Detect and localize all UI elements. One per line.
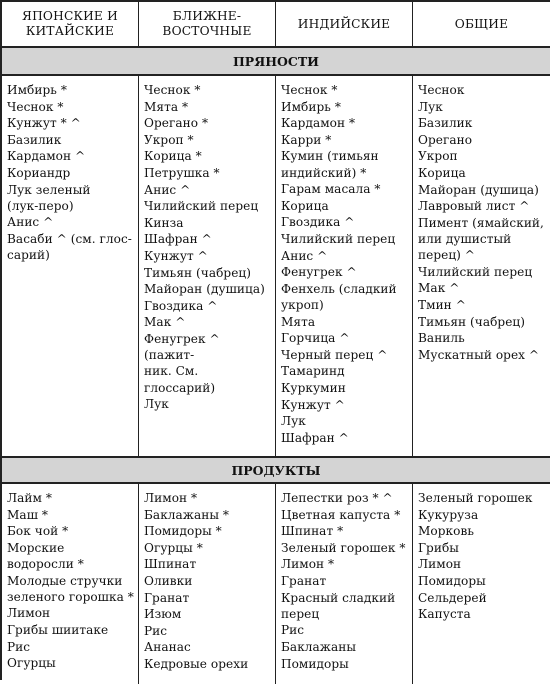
list-item: Лавровый лист ^: [418, 199, 530, 214]
list-item: Майоран (душица): [144, 282, 265, 297]
list-item: Чилийский перец: [144, 199, 259, 214]
list-item: Имбирь *: [281, 99, 341, 114]
list-item: Кунжут * ^: [7, 116, 81, 131]
list-item: Корица: [281, 198, 329, 213]
list-item: Мак ^: [144, 315, 186, 330]
list-item: Петрушка *: [144, 165, 220, 180]
list-item: Карри *: [281, 132, 332, 147]
header-indian: ИНДИЙСКИЕ: [276, 2, 413, 46]
list-item: Базилик: [7, 132, 62, 147]
list-item: Анис ^: [281, 248, 328, 263]
list-item: Помидоры *: [144, 524, 222, 539]
list-item: Морковь: [418, 524, 474, 539]
list-item: Кардамон *: [281, 116, 356, 131]
list-item: Гвоздика ^: [281, 215, 355, 230]
products-row: [2, 484, 550, 684]
list-item: Капуста: [418, 607, 471, 622]
list-item: Лепестки роз * ^: [281, 491, 393, 505]
list-item: Пимент (ямайский, или душистый перец) ^: [418, 215, 544, 263]
column-japanese-chinese: [2, 484, 139, 684]
list-item: Шафран ^: [144, 232, 212, 247]
column-common: [413, 484, 550, 684]
list-item: Помидоры: [418, 573, 486, 588]
list-item: Лимон *: [281, 557, 335, 572]
list-item: Шпинат *: [281, 524, 344, 539]
list-item: Зеленый горошек: [418, 491, 533, 505]
list-item: Грибы шиитаке: [7, 622, 109, 637]
list-item: Кедровые орехи: [144, 656, 249, 671]
list-item: Куркумин: [281, 380, 346, 395]
list-item: Цветная капуста *: [281, 507, 401, 522]
list-item: Чеснок: [418, 83, 465, 97]
list-item: Чеснок *: [281, 83, 338, 97]
list-item: Лимон: [418, 557, 462, 572]
list-item: Имбирь *: [7, 83, 67, 97]
list-item: Кориандр: [7, 165, 71, 180]
list-item: Бок чой *: [7, 524, 69, 539]
list-item: Тимьян (чабрец): [418, 314, 526, 329]
list-item: Шпинат: [144, 557, 197, 572]
list-item: Базилик: [418, 116, 473, 131]
list-item: Морские водоросли *: [7, 540, 84, 571]
column-common: [413, 76, 550, 456]
column-indian: [276, 76, 413, 456]
list-item: Фенугрек ^: [281, 265, 357, 280]
column-japanese-chinese: [2, 76, 139, 456]
list-item: Кунжут ^: [144, 248, 208, 263]
list-item: Лук: [418, 99, 443, 114]
list-item: Фенугрек ^ (пажит- ник. См. глоссарий): [144, 331, 220, 395]
list-item: Зеленый горошек *: [281, 540, 406, 555]
list-item: Тамаринд: [281, 364, 345, 379]
column-middle-eastern: [139, 484, 276, 684]
header-common: ОБЩИЕ: [454, 16, 509, 31]
list-item: Чилийский перец: [281, 231, 396, 246]
list-item: Укроп *: [144, 132, 194, 147]
list-item: Фенхель (сладкий укроп): [281, 281, 397, 312]
list-item: Тимьян (чабрец): [144, 265, 252, 280]
list-item: Красный сладкий перец: [281, 590, 396, 621]
header-middle-eastern: БЛИЖНЕ- ВОСТОЧНЫЕ: [139, 2, 276, 46]
list-item: Помидоры: [281, 656, 349, 671]
list-item: Молодые стручки зеленого горошка *: [7, 573, 134, 604]
list-item: Баклажаны *: [144, 507, 230, 522]
list-item: Кумин (тимьян индийский) *: [281, 149, 379, 180]
list-item: Лук: [144, 397, 169, 412]
list-item: Кунжут ^: [281, 397, 345, 412]
list-item: Ваниль: [418, 331, 465, 346]
header-japanese-chinese: ЯПОНСКИЕ И КИТАЙСКИЕ: [2, 2, 139, 46]
list-item: Корица: [418, 165, 466, 180]
list-item: Рис: [144, 623, 168, 638]
list-item: Ананас: [144, 640, 191, 655]
list-item: Гранат: [281, 573, 327, 588]
list-item: Мак ^: [418, 281, 460, 296]
list-item: Корица *: [144, 149, 202, 164]
list-item: Чилийский перец: [418, 264, 533, 279]
list-item: Кукуруза: [418, 507, 479, 522]
list-item: Маш *: [7, 507, 48, 522]
list-item: Лайм *: [7, 491, 52, 505]
list-item: Огурцы *: [144, 540, 203, 555]
list-item: Оливки: [144, 573, 193, 588]
list-item: Лук зеленый (лук-перо): [7, 182, 91, 213]
list-item: Укроп: [418, 149, 458, 164]
list-item: Гранат: [144, 590, 190, 605]
list-item: Рис: [7, 639, 31, 654]
list-item: Чеснок *: [144, 83, 201, 97]
list-item: Баклажаны: [281, 639, 357, 654]
list-item: Горчица ^: [281, 331, 350, 346]
list-item: Изюм: [144, 607, 182, 622]
list-item: Рис: [281, 623, 305, 638]
list-item: Гвоздика ^: [144, 298, 218, 313]
list-item: Лук: [281, 414, 306, 429]
list-item: Гарам масала *: [281, 182, 381, 197]
list-item: Анис ^: [144, 182, 191, 197]
list-item: Орегано: [418, 132, 473, 147]
list-item: Орегано *: [144, 116, 209, 131]
list-item: Сельдерей: [418, 590, 487, 605]
list-item: Грибы: [418, 540, 459, 555]
list-item: Лимон: [7, 606, 51, 621]
list-item: Васаби ^ (см. глос- сарий): [7, 231, 132, 263]
spices-row: [2, 76, 550, 456]
list-item: Чеснок *: [7, 99, 64, 114]
list-item: Кинза: [144, 215, 184, 230]
column-indian: [276, 484, 413, 684]
list-item: Мята *: [144, 99, 189, 114]
list-item: Лимон *: [144, 491, 198, 505]
list-item: Майоран (душица): [418, 182, 539, 197]
list-item: Шафран ^: [281, 430, 349, 445]
list-item: Кардамон ^: [7, 149, 86, 164]
list-item: Анис ^: [7, 215, 54, 230]
section-title-products: ПРОДУКТЫ: [2, 456, 550, 484]
section-title-spices: ПРЯНОСТИ: [2, 48, 550, 76]
list-item: Огурцы: [7, 656, 56, 671]
list-item: Тмин ^: [418, 297, 466, 312]
list-item: Черный перец ^: [281, 347, 388, 362]
column-middle-eastern: [139, 76, 276, 456]
list-item: Мята: [281, 314, 316, 329]
table-header: [2, 0, 550, 48]
list-item: Мускатный орех ^: [418, 347, 540, 362]
